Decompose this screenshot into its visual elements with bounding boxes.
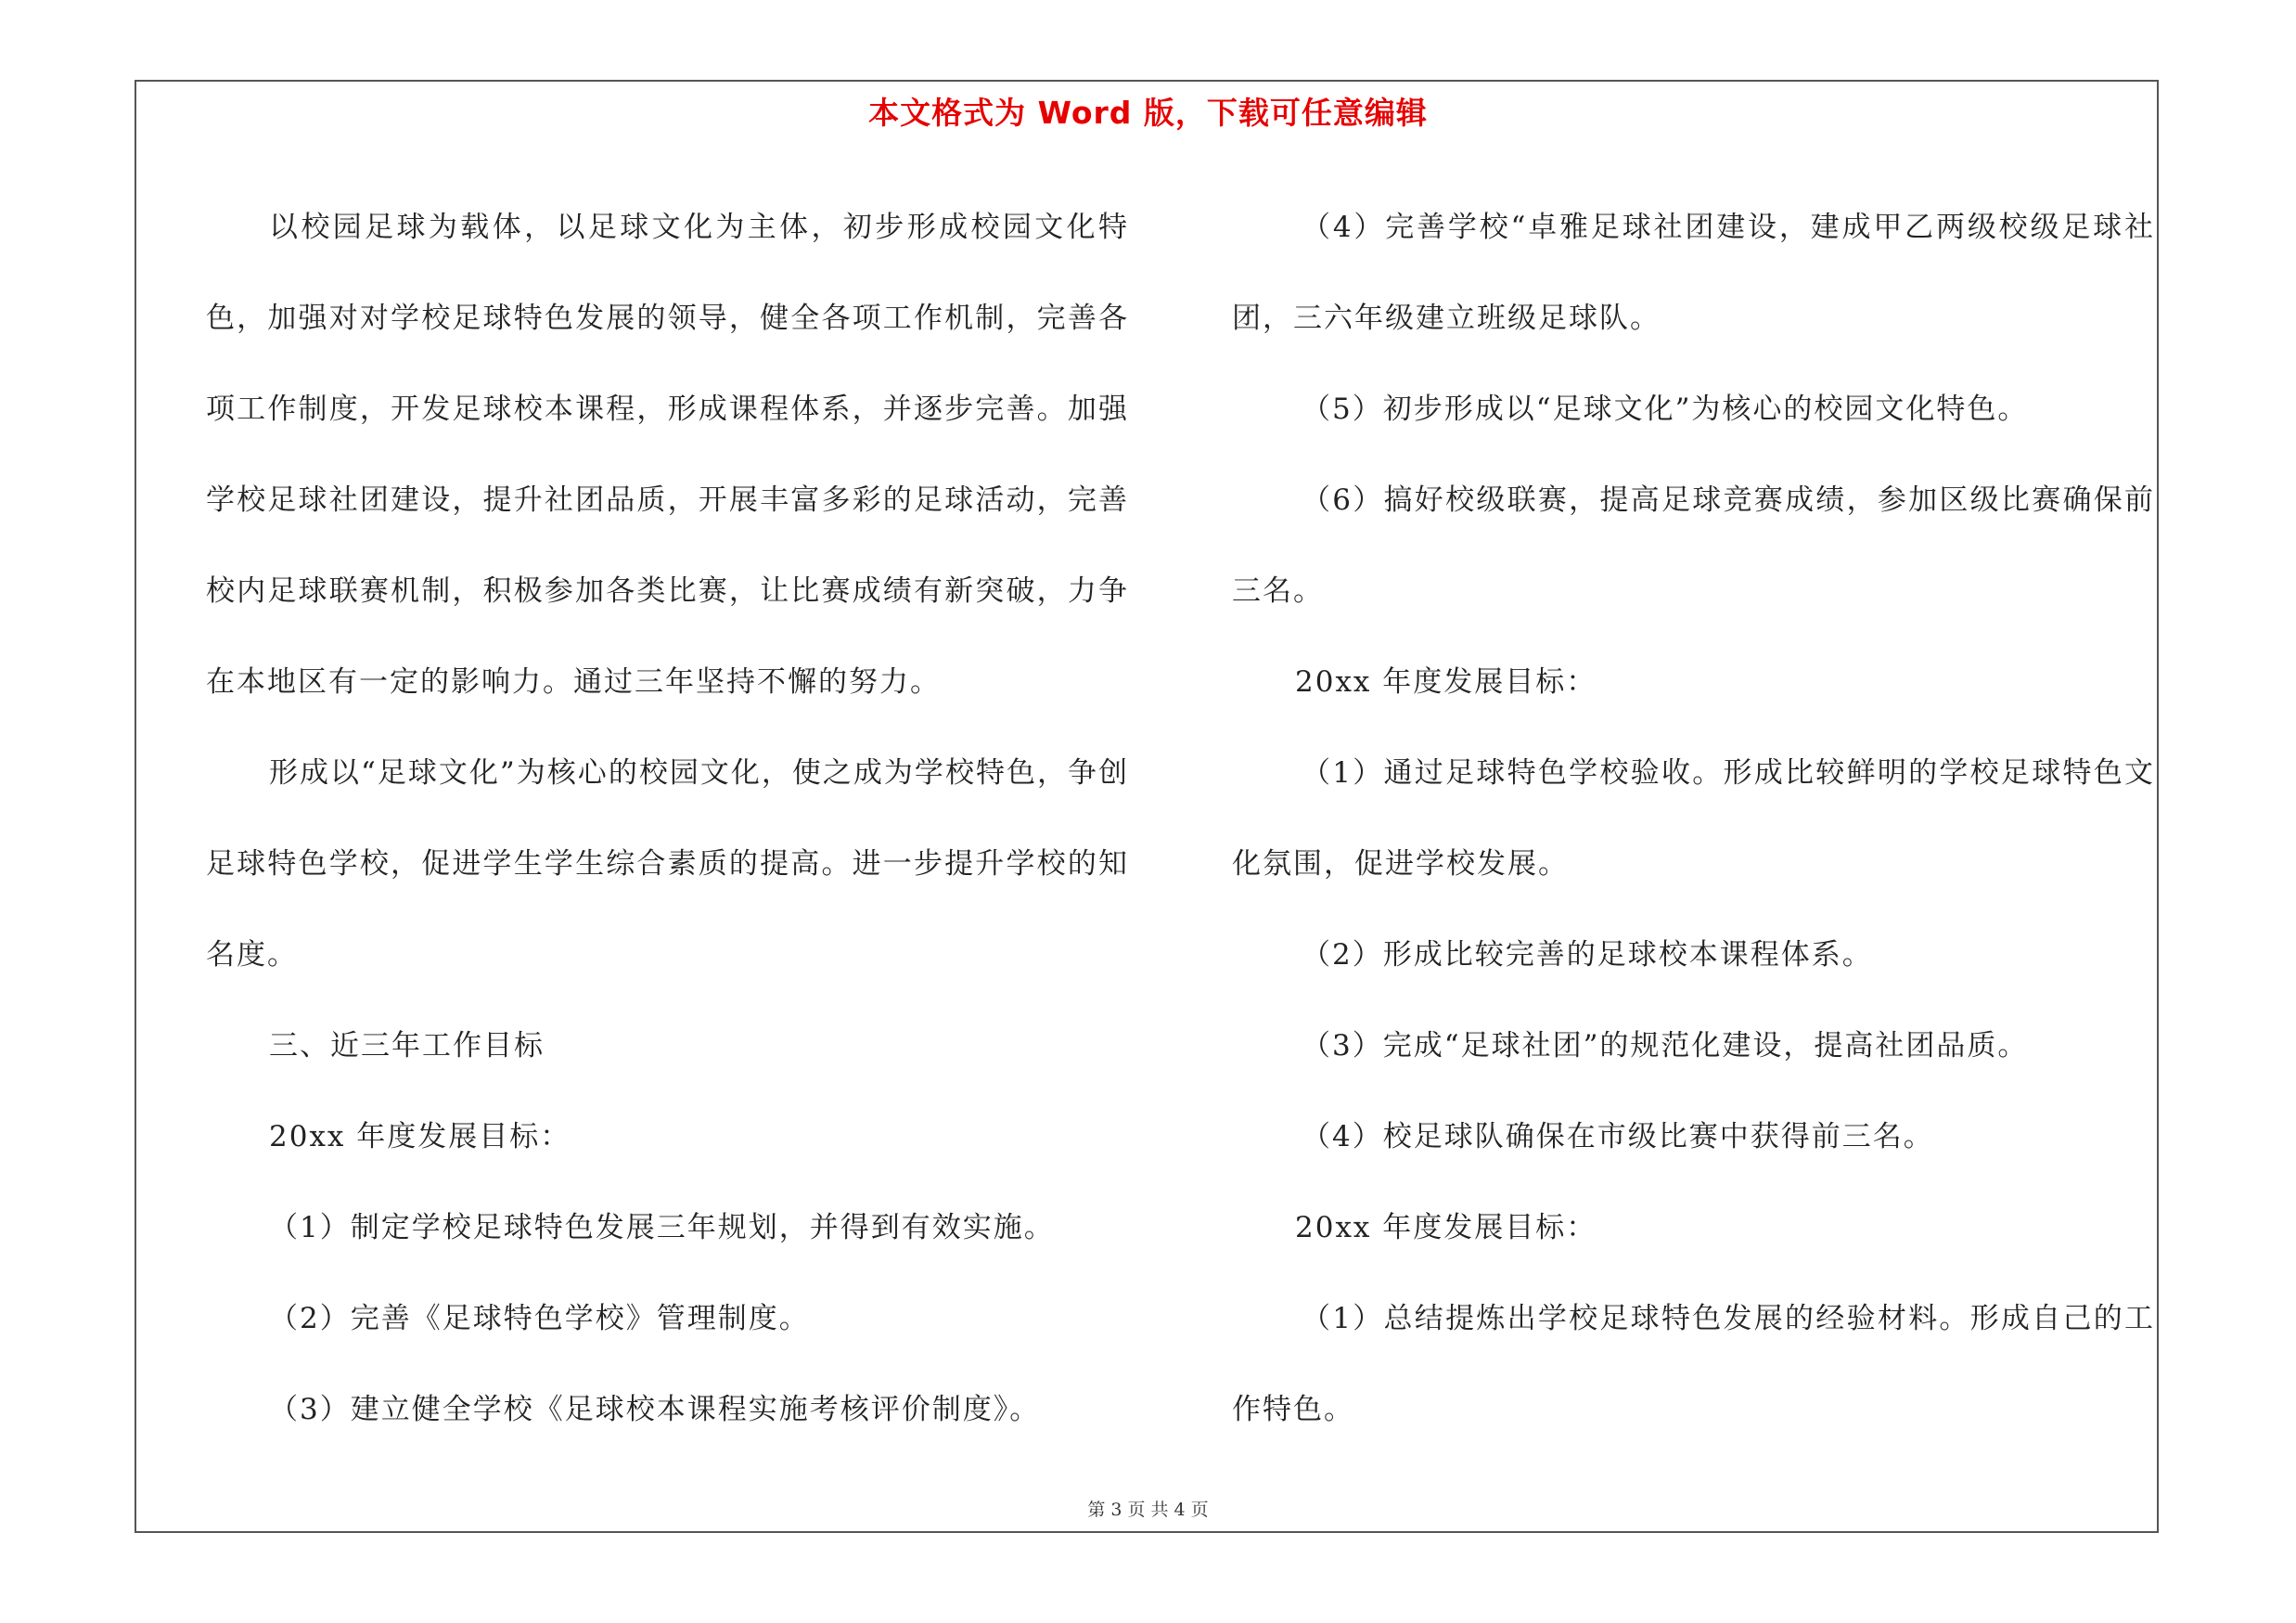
list-item: （1）总结提炼出学校足球特色发展的经验材料。形成自己的工作特色。 [1232, 1302, 2155, 1426]
page-number: 第 3 页 共 4 页 [1087, 1500, 1209, 1520]
list-item: （2）完善《足球特色学校》管理制度。 [269, 1302, 810, 1335]
list-item: （1）制定学校足球特色发展三年规划，并得到有效实施。 [269, 1211, 1055, 1244]
list-item: （5）初步形成以“足球文化”为核心的校园文化特色。 [1302, 393, 2029, 426]
list-item: （4）校足球队确保在市级比赛中获得前三名。 [1302, 1120, 1934, 1153]
year-goal-heading: 20xx 年度发展目标： [1295, 1211, 1597, 1244]
left-column [206, 182, 1129, 1455]
list-item: （3）建立健全学校《足球校本课程实施考核评价制度》。 [269, 1393, 1041, 1426]
year-goal-heading: 20xx 年度发展目标： [269, 1120, 571, 1153]
header-banner: 本文格式为 Word 版，下载可任意编辑 [868, 95, 1428, 131]
right-column [1232, 182, 2155, 1455]
list-item: （4）完善学校“卓雅足球社团建设，建成甲乙两级校级足球社团，三六年级建立班级足球队。 [1232, 211, 2155, 335]
list-item: （1）通过足球特色学校验收。形成比较鲜明的学校足球特色文化氛围，促进学校发展。 [1232, 756, 2155, 881]
list-item: （6）搞好校级联赛，提高足球竞赛成绩，参加区级比赛确保前三名。 [1232, 483, 2155, 608]
paragraph: 形成以“足球文化”为核心的校园文化，使之成为学校特色，争创足球特色学校，促进学生学生综合素质的提高。进一步提升学校的知名度。 [206, 756, 1129, 972]
paragraph: 以校园足球为载体，以足球文化为主体，初步形成校园文化特色，加强对对学校足球特色发展的领导，健全各项工作机制，完善各项工作制度，开发足球校本课程，形成课程体系，并逐步完善。加强学校足球社团建设，提升社团品质，开展丰富多彩的足球活动，完善校内足球联赛机制，积极参加各类比赛，让比赛成绩有新突破，力争在本地区有一定的影响力。通过三年坚持不懈的努力。 [206, 211, 1129, 699]
year-goal-heading: 20xx 年度发展目标： [1295, 665, 1597, 699]
list-item: （2）形成比较完善的足球校本课程体系。 [1302, 938, 1873, 972]
list-item: （3）完成“足球社团”的规范化建设，提高社团品质。 [1302, 1029, 2029, 1063]
section-heading: 三、近三年工作目标 [269, 1029, 545, 1063]
